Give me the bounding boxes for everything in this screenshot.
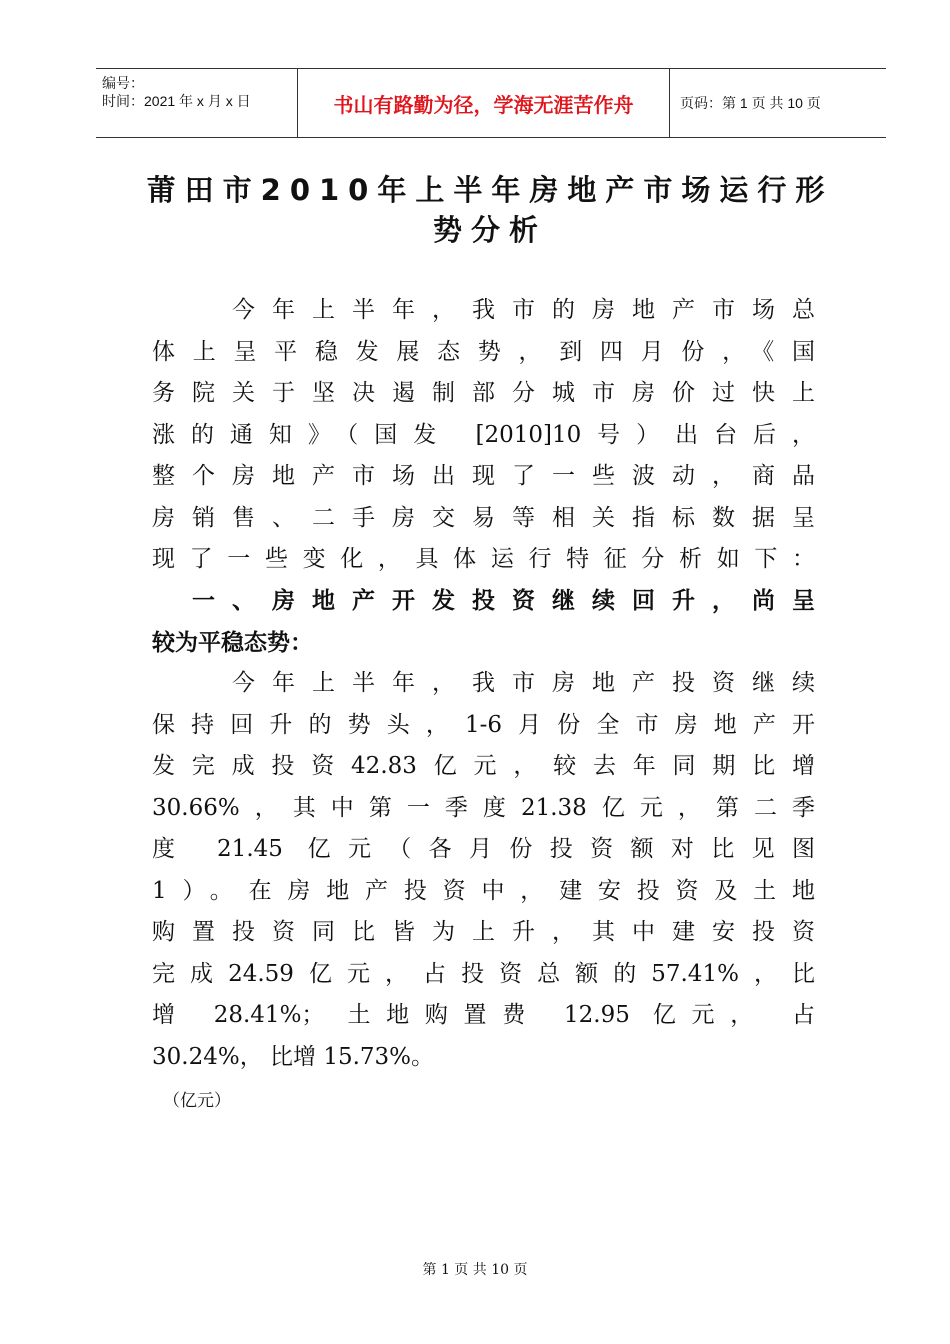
header-page-info: 页码：第 1 页 共 10 页 xyxy=(680,95,821,111)
number-label: 编号： xyxy=(102,75,144,91)
page-footer: 第 1 页 共 10 页 xyxy=(422,1262,528,1278)
document-title-line1: 莆田市2010年上半年房地产市场运行形 xyxy=(146,173,834,207)
text-line: 购置投资同比皆为上升，其中建安投资 xyxy=(152,919,815,945)
text-line: 涨的通知》（国发 [2010]10号）出台后， xyxy=(152,421,815,448)
text-line: 30.66%，其中第一季度21.38亿元，第二季 xyxy=(152,794,815,821)
text-line: 完成24.59亿元，占投资总额的57.41%，比 xyxy=(152,960,815,987)
header-meta-cell xyxy=(96,69,298,137)
text-line: 务院关于坚决遏制部分城市房价过快上 xyxy=(152,380,815,406)
text-line: 房销售、二手房交易等相关指标数据呈 xyxy=(152,504,815,531)
text-line: 发完成投资42.83亿元，较去年同期比增 xyxy=(152,753,815,779)
heading-line: 一、房地产开发投资继续回升，尚呈 xyxy=(152,587,815,614)
intro-paragraph xyxy=(152,290,815,581)
text-line: 今年上半年，我市房地产投资继续 xyxy=(152,670,815,696)
heading-line: 较为平稳态势： xyxy=(152,628,313,656)
text-line: 1）。在房地产投资中，建安投资及土地 xyxy=(152,877,815,904)
document-header xyxy=(96,68,886,138)
section1-heading xyxy=(152,580,815,663)
text-line: 整个房地产市场出现了一些波动，商品 xyxy=(152,463,815,489)
text-line: 今年上半年，我市的房地产市场总 xyxy=(152,297,815,323)
text-line: 体上呈平稳发展态势，到四月份，《国 xyxy=(152,338,815,365)
text-line: 保持回升的势头，1-6月份全市房地产开 xyxy=(152,711,815,738)
text-line: 现了一些变化，具体运行特征分析如下： xyxy=(152,546,815,572)
text-line: 30.24%， 比增 15.73%。 xyxy=(152,1043,435,1070)
header-motto: 书山有路勤为径，学海无涯苦作舟 xyxy=(298,69,670,137)
document-title-line2: 势分析 xyxy=(432,213,547,247)
text-line: 度 21.45 亿元（各月份投资额对比见图 xyxy=(152,836,815,862)
time-label: 时间：2021 年 x 月 x 日 xyxy=(102,93,251,109)
text-line: 增 28.41%； 土地购置费 12.95 亿元， 占 xyxy=(152,1002,815,1028)
chart-unit-label: （亿元） xyxy=(163,1091,231,1111)
section1-paragraph xyxy=(152,663,815,1078)
